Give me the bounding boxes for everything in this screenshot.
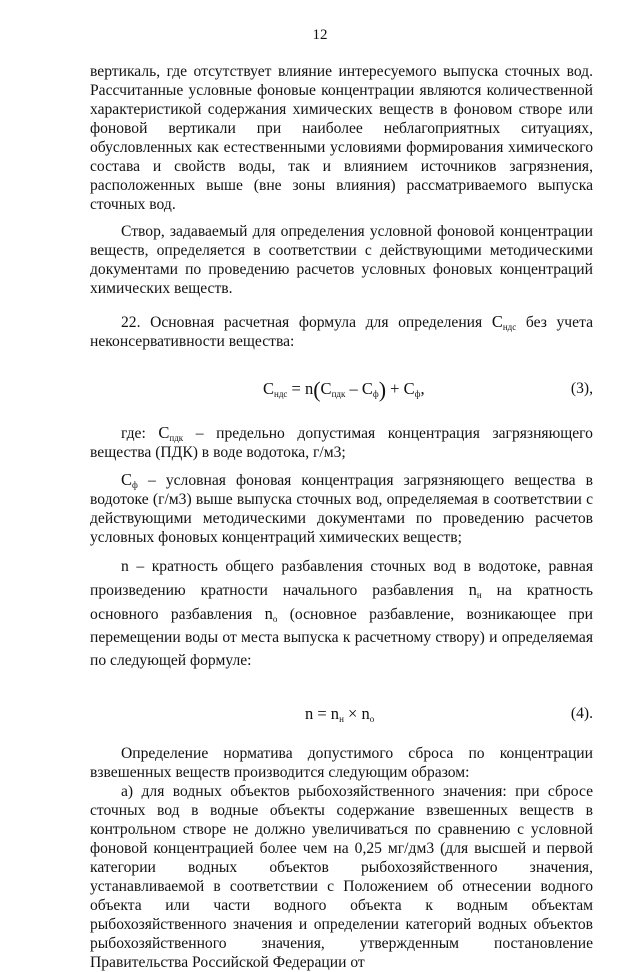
symbol-c-pdk: $C_{пдк}$	[158, 423, 184, 443]
formula-4	[90, 690, 593, 728]
paragraph-suspended-solids: Определение норматива допустимого сброса по концентрации взвешенных веществ производится следующим образом:	[90, 745, 593, 781]
formula-3-expression: $C_{ндс} = n(C_{пдк} - C_ф) + C_ф$,	[263, 377, 425, 402]
paragraph-target-section: Створ, задаваемый для определения условной фоновой концентрации веществ, определяется в соответствии с действующими методическими документами по проведению расчетов условных фоновых концентраций химических веществ.	[90, 223, 593, 297]
paragraph-fishery-objects: а) для водных объектов рыбохозяйственного значения: при сбросе сточных вод в водные объекты содержание взвешенных веществ в контрольном створе не должно увеличиваться по сравнению с условной фоновой концентрацией более чем на 0,25 мг/дм3 (для высшей и первой категории водных объектов рыбохозяйственного значения, устанавливаемой в соответствии с Положением об отнесении водного объекта или части водного объекта к водным объектам рыбохозяйственного значения и определении категорий водных объектов рыбохозяйственного значения, утвержденным постановление Правительства Российской Федерации от	[90, 783, 593, 971]
formula-3	[90, 369, 593, 407]
formula-4-number: (4).	[570, 705, 593, 722]
paragraph-background-vertical: вертикаль, где отсутствует влияние интересуемого выпуска сточных вод. Рассчитанные условные фоновые концентрации являются количественной характеристикой содержания химических веществ в фоновом створе или фоновой вертикали при наиболее неблагоприятных ситуациях, обусловленных как естественными условиями формирования химического состава и свойств воды, так и влиянием источников загрязнения, расположенных выше (вне зоны влияния) рассматриваемого выпуска сточных вод.	[90, 63, 593, 213]
definition-n: n – кратность общего разбавления сточных вод в водотоке, равная произведению кратности начального разбавления $n_н$ на кратность основного разбавления $n_о$ (основное разбавление, возникающее при перемещении воды от места выпуска к расчетному створу) и определяемая по следующей формуле:	[90, 558, 593, 669]
item-22-text-end: без учета неконсервативности вещества:	[90, 314, 593, 350]
formula-3-number: (3),	[570, 380, 593, 397]
definition-c-f: $C_ф$ – условная фоновая концентрация загрязняющего вещества в водотоке (г/м3) выше выпуска сточных вод, определяемая в соответствии с действующими методическими документами по проведению расчетов условных фоновых концентраций химических веществ;	[90, 470, 593, 546]
symbol-n-n: $n_н$	[468, 580, 482, 600]
symbol-c-ndc: $C_{ндс}$	[491, 312, 517, 332]
symbol-c-f: $C_ф$	[121, 470, 138, 490]
formula-4-expression: $n = n_н \times n_о$	[305, 704, 375, 724]
symbol-n-o: $n_о$	[264, 604, 278, 624]
definition-c-pdk: где: $C_{пдк}$ – предельно допустимая концентрация загрязняющего вещества (ПДК) в воде водотока, г/м3;	[90, 423, 593, 461]
page-number: 12	[312, 27, 328, 43]
paragraph-item-22	[90, 312, 593, 351]
document-body	[90, 62, 593, 972]
item-22-text-start: 22. Основная расчетная формула для определения	[121, 314, 492, 331]
